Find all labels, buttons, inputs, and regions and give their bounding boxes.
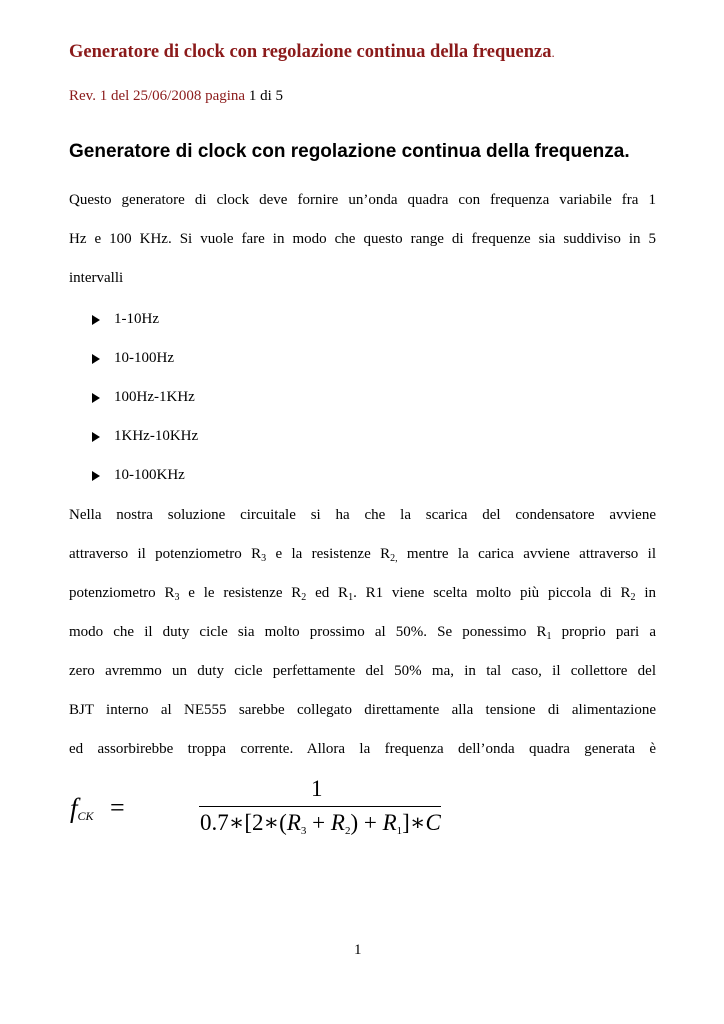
fraction-bar — [199, 806, 441, 807]
list-item — [92, 339, 198, 378]
circuit-line: zero avremmo un duty cicle perfettamente del 50% ma, in tal caso, il collettore del — [69, 663, 656, 679]
header-title-dot: . — [551, 45, 555, 60]
formula-equals: = — [110, 793, 125, 822]
page-number: 1 — [354, 942, 362, 958]
list-item — [92, 300, 198, 339]
list-item — [92, 417, 198, 456]
arrow-bullet-icon — [92, 471, 100, 481]
revision-line — [69, 88, 283, 105]
header-title-text: Generatore di clock con regolazione continua della frequenza — [69, 42, 552, 62]
arrow-bullet-icon — [92, 354, 100, 364]
document-header-title — [69, 42, 555, 63]
intro-paragraph — [69, 181, 656, 298]
formula-numerator: 1 — [311, 776, 323, 801]
circuit-line: Nella nostra soluzione circuitale si ha che la scarica del condensatore avviene — [69, 507, 656, 523]
intro-line: Questo generatore di clock deve fornire un’onda quadra con frequenza variabile fra 1 — [69, 192, 656, 208]
circuit-line: ed assorbirebbe troppa corrente. Allora la frequenza dell’onda quadra generata è — [69, 741, 656, 757]
list-item — [92, 378, 198, 417]
circuit-line: modo che il duty cicle sia molto prossimo al 50%. Se ponessimo $R_1$ proprio pari a — [69, 624, 656, 642]
revision-prefix: Rev. 1 del 25/06/2008 pagina — [69, 88, 249, 104]
intro-line: intervalli — [69, 270, 124, 286]
circuit-line: BJT interno al NE555 sarebbe collegato direttamente alla tensione di alimentazione — [69, 702, 656, 718]
formula-lhs: $f_{CK}$ — [70, 793, 94, 823]
formula-denominator: $0.7∗[2∗(R_3 + R_2)$ + $R_1]∗C$ — [200, 810, 441, 837]
circuit-paragraph — [69, 496, 656, 769]
arrow-bullet-icon — [92, 393, 100, 403]
list-item-label: 1KHz-10KHz — [114, 428, 199, 444]
intro-line: Hz e 100 KHz. Si vuole fare in modo che questo range di frequenze sia suddiviso in 5 — [69, 231, 656, 247]
frequency-ranges-list — [92, 300, 198, 495]
circuit-line: potenziometro $R_3$ e le resistenze $R_2$ ed $R_1$. R1 viene scelta molto più piccola di $R_2$ in — [69, 585, 657, 603]
frequency-formula — [70, 776, 441, 846]
list-item-label: 1-10Hz — [114, 311, 159, 327]
list-item-label: 10-100Hz — [114, 350, 174, 366]
section-heading: Generatore di clock con regolazione continua della frequenza. — [69, 141, 630, 162]
revision-page: 1 di 5 — [248, 88, 284, 104]
list-item-label: 10-100KHz — [114, 467, 185, 483]
arrow-bullet-icon — [92, 315, 100, 325]
arrow-bullet-icon — [92, 432, 100, 442]
circuit-line: attraverso il potenziometro $R_3$ e la resistenze $R_{2,}$ mentre la carica avviene attraverso il — [69, 546, 656, 564]
list-item-label: 100Hz-1KHz — [114, 389, 195, 405]
list-item — [92, 456, 198, 495]
